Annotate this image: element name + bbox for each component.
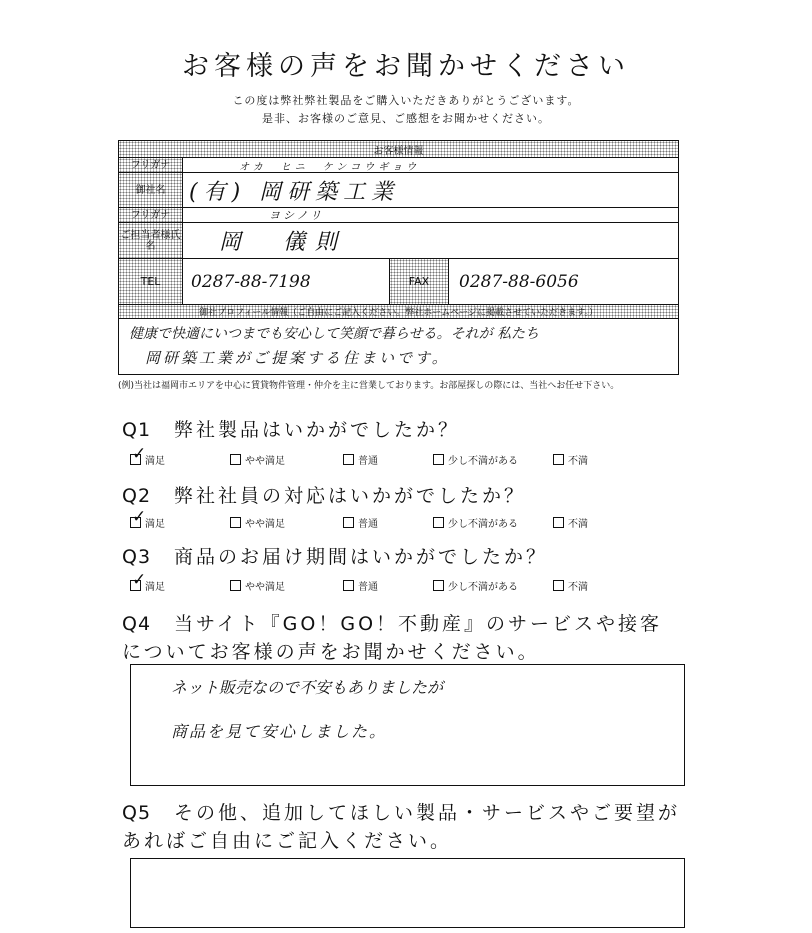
info-header-row xyxy=(119,141,678,158)
question-4-line-2: についてお客様の声をお聞かせください。 xyxy=(122,641,540,663)
checkbox[interactable] xyxy=(433,517,444,528)
question-text-line-1: その他、追加してほしい製品・サービスやご要望が xyxy=(174,802,681,824)
checkbox[interactable] xyxy=(343,454,354,465)
question-4 xyxy=(122,609,662,636)
intro-line-1: この度は弊社弊社製品をご購入いただきありがとうございます。 xyxy=(232,94,580,107)
question-text: 弊社社員の対応はいかがでしたか？ xyxy=(174,485,527,507)
option-label: 少し不満がある xyxy=(448,582,518,593)
person-furigana-row xyxy=(119,208,678,223)
question-5 xyxy=(122,798,680,825)
contact-row xyxy=(119,259,678,304)
q4-answer-box[interactable] xyxy=(130,664,685,786)
checkbox[interactable] xyxy=(130,570,147,591)
option-somewhat-satisfied[interactable] xyxy=(230,578,285,593)
option-label: 少し不満がある xyxy=(448,456,518,467)
profile-line-1: 健康で快適にいつまでも安心して笑顔で暮らせる。それが 私たち xyxy=(129,326,540,342)
question-2 xyxy=(122,481,526,508)
checkbox[interactable] xyxy=(553,517,564,528)
question-number: Q2 xyxy=(122,485,152,507)
checkbox[interactable] xyxy=(130,507,147,528)
checkbox[interactable] xyxy=(130,444,147,465)
option-dissatisfied[interactable] xyxy=(553,578,588,593)
profile-header: 御社プロフィール情報（ご自由にご記入ください。弊社ホームページに掲載させていただきます。） xyxy=(118,305,679,319)
checkbox[interactable] xyxy=(433,454,444,465)
company-furigana-row xyxy=(119,158,678,173)
option-satisfied[interactable] xyxy=(130,507,165,530)
question-number: Q1 xyxy=(122,419,152,441)
option-label: 満足 xyxy=(145,519,165,530)
option-label: やや満足 xyxy=(245,519,285,530)
checkbox[interactable] xyxy=(553,580,564,591)
question-5-line-2: あればご自由にご記入ください。 xyxy=(122,830,453,852)
option-neutral[interactable] xyxy=(343,578,378,593)
profile-example-note: (例)当社は福岡市エリアを中心に賃貸物件管理・仲介を主に営業しております。お部屋探しの際には、当社へお任せ下さい。 xyxy=(118,381,620,391)
option-somewhat-satisfied[interactable] xyxy=(230,452,285,467)
tel-label: TEL xyxy=(119,259,183,304)
question-1 xyxy=(122,415,460,442)
profile-line-2: 岡研築工業がご提案する住まいです。 xyxy=(145,349,450,367)
option-neutral[interactable] xyxy=(343,515,378,530)
option-label: 不満 xyxy=(568,456,588,467)
checkbox[interactable] xyxy=(230,580,241,591)
q2-options xyxy=(130,507,650,533)
question-text: 商品のお届け期間はいかがでしたか？ xyxy=(174,546,549,568)
furigana2-label: フリガナ xyxy=(119,208,183,222)
question-text: 弊社製品はいかがでしたか？ xyxy=(174,419,461,441)
company-name-row xyxy=(119,173,678,208)
person-name-value[interactable]: 岡 儀則 xyxy=(219,230,348,255)
checkbox[interactable] xyxy=(230,454,241,465)
person-furigana-value[interactable]: ヨシノリ xyxy=(269,209,325,222)
option-dissatisfied[interactable] xyxy=(553,452,588,467)
question-3 xyxy=(122,542,548,569)
option-label: 少し不満がある xyxy=(448,519,518,530)
q3-options xyxy=(130,570,650,596)
option-label: 普通 xyxy=(358,456,378,467)
company-furigana-value[interactable]: オカ ヒニ ケンコウギョウ xyxy=(239,161,421,173)
q4-answer-line-1: ネット販売なので不安もありましたが xyxy=(171,678,444,697)
question-number: Q3 xyxy=(122,546,152,568)
check-mark-icon: ✓ xyxy=(132,444,147,464)
fax-value[interactable]: 0287-88-6056 xyxy=(459,271,579,292)
question-number: Q5 xyxy=(122,802,152,824)
company-label: 御社名 xyxy=(119,173,183,207)
option-somewhat-dissatisfied[interactable] xyxy=(433,515,518,530)
option-label: 満足 xyxy=(145,582,165,593)
q5-answer-box[interactable] xyxy=(130,858,685,928)
checkbox[interactable] xyxy=(553,454,564,465)
person-name-row xyxy=(119,223,678,259)
option-somewhat-dissatisfied[interactable] xyxy=(433,578,518,593)
person-label: ご担当者様氏名 xyxy=(119,223,183,258)
customer-info-table xyxy=(118,140,679,305)
page-title: お客様の声をお聞かせください xyxy=(182,51,630,82)
question-number: Q4 xyxy=(122,613,152,635)
option-dissatisfied[interactable] xyxy=(553,515,588,530)
furigana-label: フリガナ xyxy=(119,158,183,172)
option-somewhat-dissatisfied[interactable] xyxy=(433,452,518,467)
option-label: 普通 xyxy=(358,519,378,530)
intro-line-2: 是非、お客様のご意見、ご感想をお聞かせください。 xyxy=(262,112,550,125)
option-satisfied[interactable] xyxy=(130,444,165,467)
fax-label: FAX xyxy=(389,259,449,304)
option-label: 満足 xyxy=(145,456,165,467)
option-label: 不満 xyxy=(568,519,588,530)
option-label: やや満足 xyxy=(245,582,285,593)
option-label: 不満 xyxy=(568,582,588,593)
profile-box[interactable] xyxy=(118,319,679,375)
question-text-line-1: 当サイト『GO！GO！不動産』のサービスや接客 xyxy=(174,613,663,635)
tel-value[interactable]: 0287-88-7198 xyxy=(191,271,311,292)
option-somewhat-satisfied[interactable] xyxy=(230,515,285,530)
option-neutral[interactable] xyxy=(343,452,378,467)
check-mark-icon: ✓ xyxy=(132,507,147,527)
checkbox[interactable] xyxy=(343,517,354,528)
option-label: やや満足 xyxy=(245,456,285,467)
checkbox[interactable] xyxy=(230,517,241,528)
company-name-value[interactable]: (有) 岡研築工業 xyxy=(189,179,400,205)
q1-options xyxy=(130,444,650,470)
option-satisfied[interactable] xyxy=(130,570,165,593)
q4-answer-line-2: 商品を見て安心しました。 xyxy=(171,722,388,741)
check-mark-icon: ✓ xyxy=(132,570,147,590)
option-label: 普通 xyxy=(358,582,378,593)
checkbox[interactable] xyxy=(343,580,354,591)
info-header: お客様情報 xyxy=(373,146,424,157)
checkbox[interactable] xyxy=(433,580,444,591)
